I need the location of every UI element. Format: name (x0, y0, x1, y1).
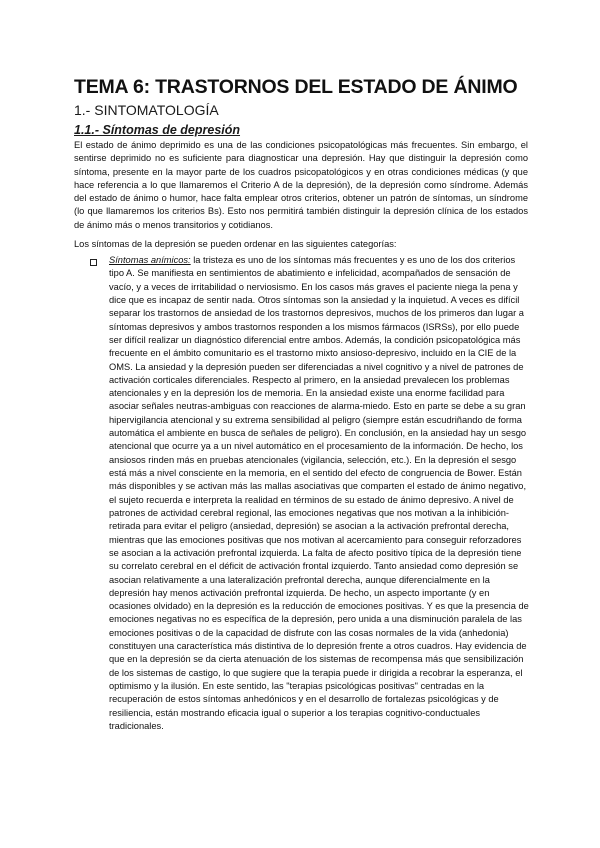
categories-lead: Los síntomas de la depresión se pueden ordenar en las siguientes categorías: (74, 239, 397, 249)
bullet-label: Síntomas anímicos: (109, 255, 191, 265)
checkbox-bullet-icon (90, 259, 97, 266)
bullet-item (109, 254, 529, 733)
section-heading: 1.- SINTOMATOLOGÍA (74, 102, 219, 118)
document-title: TEMA 6: TRASTORNOS DEL ESTADO DE ÁNIMO (74, 76, 518, 98)
bullet-body: la tristeza es uno de los síntomas más frecuentes y es uno de los dos criterios tipo A. Se manifiesta en sentimientos de abatimiento e infelicidad, acompañados de sensación de vacío, y a veces de irritabilidad o nerviosismo. En los casos más graves el paciente niega la pena y dice que es incapaz de sentir nada. Otros síntomas son la ansiedad y la inquietud. A veces es difícil separar los trastornos de ansiedad de los trastornos depresivos, muchos de los primeros dan lugar a síntomas depresivos y ambos trastornos responden a los mismos fármacos (ISRSs), por ello puede ser difícil realizar un diagnóstico diferencial entre ambos. Además, la condición psicopatológica más frecuente en el ámbito comunitario es el trastorno mixto ansioso-depresivo, incluido en la CIE de la OMS. La ansiedad y la depresión pueden ser diferenciadas a nivel cognitivo y a nivel de patrones de activación corticales diferenciales. Respecto al primero, en la ansiedad prevalecen los problemas atencionales y en la depresión los de memoria. En la ansiedad existe una enorme facilidad para asociar señales neutras-ambiguas con reacciones de alarma-miedo. Esto en parte se debe a su gran hipervigilancia atencional y su extrema sensibilidad al peligro (siempre están escudriñando de forma automática el ambiente en busca de señales de peligro). En conclusión, en la ansiedad hay un sesgo atencional que ocurre ya a un nivel automático en el procesamiento de la información. De hecho, los ansiosos rinden más en pruebas atencionales (vigilancia, selección, etc.). En la depresión el sesgo está más a nivel consciente en la memoria, en el sentido del efecto de congruencia de Bower. Están más disponibles y se activan más las mallas asociativas que comparten el estado de ánimo negativo, el sujeto recuerda e interpreta la realidad en términos de su estado de ánimo depresivo. A nivel de patrones de actividad cerebral regional, las emociones negativas que nos motivan a la inhibición-retirada para evitar el peligro (ansiedad, depresión) se asocian a la activación prefrontal derecha, mientras que las emociones positivas que nos motivan al acercamiento para conseguir reforzadores se asocian a la activación prefrontal izquierda. La falta de afecto positivo típica de la depresión tiene su correlato cerebral en el déficit de activación frontal izquierdo. Tanto ansiedad como depresión se asocian relativamente a una lateralización prefrontal derecha, aunque diferencialmente en la depresión hay menos activación prefrontal izquierda. De hecho, un aspecto importante (y en ocasiones olvidado) en la depresión es la reducción de emociones positivas. Y es que la presencia de emociones negativas no es específica de la depresión, pero unida a una disminución paralela de las emociones positivas o de la capacidad de disfrute con las cosas normales de la vida (anhedonia) constituyen una característica más distintiva de lo depresión frente a otros cuadros. Hay evidencia de que en la depresión se da cierta atenuación de los sistemas de recompensa más que sensibilización de los sistemas de castigo, lo que sugiere que la terapia puede ir dirigida a recobrar la esperanza, el optimismo y la ilusión. En este sentido, las "terapias psicológicas positivas" centradas en la recuperación de estos síntomas anhedónicos y en el desarrollo de fortalezas psicológicas y de resiliencia, están mostrando eficacia igual o superior a los terapias cognitivo-conductuales tradicionales. (109, 255, 529, 731)
subsection-heading: 1.1.- Síntomas de depresión (74, 123, 241, 137)
intro-paragraph: El estado de ánimo deprimido es una de las condiciones psicopatológicas más frecuentes. Sin embargo, el sentirse deprimido no es suficiente para diagnosticar una depresión. Hay que distinguir la depresión como síntoma, presente en la mayor parte de los cuadros psicopatológicos y en otras condiciones médicas (y que hace referencia a lo que llamaremos el Criterio A de la depresión), de la depresión como síndrome. Además del estado de ánimo o humor, hace falta emplear otros criterios, obtener un patrón de síntomas, un síndrome (lo que llamaremos los criterios Bs). Esto nos permitirá también distinguir la depresión clínica de los estados de ánimo más o menos transitorios y cotidianos. (74, 140, 528, 230)
